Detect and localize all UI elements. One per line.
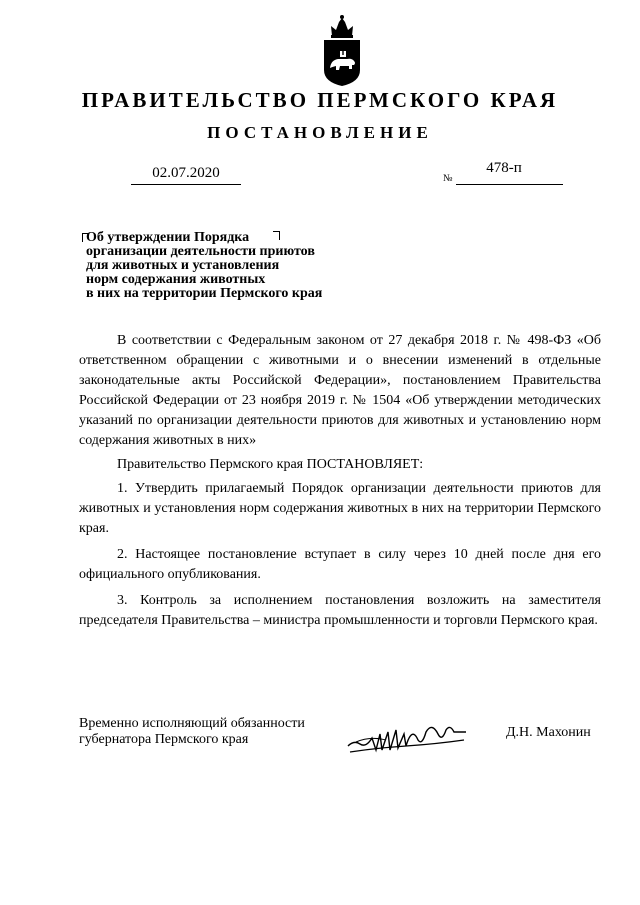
- item-paragraph: 1. Утвердить прилагаемый Порядок организации деятельности приютов для животных и установления норм содержания животных в них на территории Пермского края.: [79, 481, 601, 536]
- subject-line: организации деятельности приютов: [86, 244, 315, 259]
- handwritten-signature: [346, 716, 468, 758]
- number-sign: №: [443, 173, 453, 184]
- perm-krai-coat-of-arms-icon: [319, 14, 365, 88]
- position-line: Временно исполняющий обязанности: [79, 716, 305, 731]
- subject-line: норм содержания животных: [86, 272, 266, 287]
- subject-line: в них на территории Пермского края: [86, 286, 323, 301]
- preamble-paragraph: В соответствии с Федеральным законом от 27 декабря 2018 г. № 498-ФЗ «Об ответственном обращении с животными и о внесении изменений в отдельные законодательные акты Российской Федерации», постановлением Правительства Российской Федерации от 23 ноября 2019 г. № 1504 «Об утверждении методических указаний по организации деятельности приютов для животных и установлению норм содержания животных в них»: [79, 333, 601, 448]
- item-paragraph: 3. Контроль за исполнением постановления возложить на заместителя председателя Правительства – министра промышленности и торговли Пермского края.: [79, 593, 601, 628]
- signatory-name: Д.Н. Махонин: [506, 725, 591, 740]
- document-body: [79, 331, 601, 631]
- date-underline: [131, 184, 241, 185]
- subject-line: Об утверждении Порядка: [86, 230, 250, 245]
- position-line: губернатора Пермского края: [79, 732, 249, 747]
- document-date: 02.07.2020: [152, 165, 220, 181]
- government-title: ПРАВИТЕЛЬСТВО ПЕРМСКОГО КРАЯ: [81, 88, 559, 112]
- item-paragraph: 2. Настоящее постановление вступает в силу через 10 дней после дня его официального опубликования.: [79, 547, 601, 582]
- resolution-line: Правительство Пермского края ПОСТАНОВЛЯЕТ:: [117, 457, 424, 472]
- document-type: ПОСТАНОВЛЕНИЕ: [207, 123, 433, 142]
- document-number: 478-п: [486, 160, 522, 176]
- document-subject: [86, 231, 322, 301]
- signatory-position: [79, 716, 305, 748]
- subject-line: для животных и установления: [86, 258, 280, 273]
- number-underline: [456, 184, 563, 185]
